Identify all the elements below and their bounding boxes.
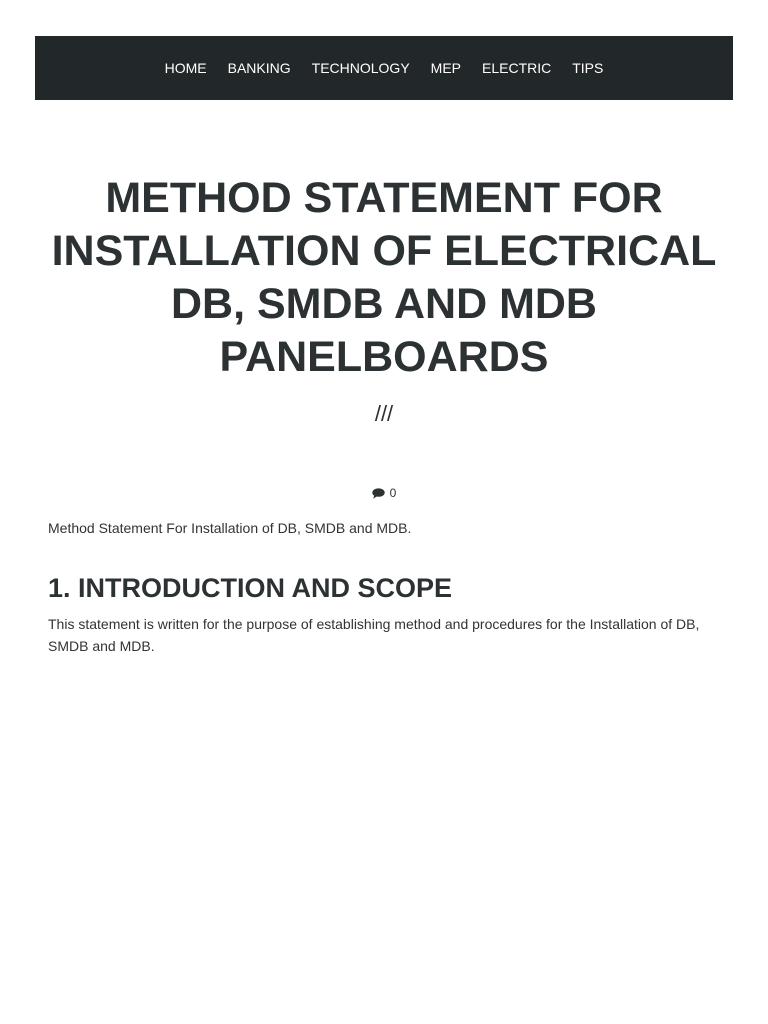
nav-link-mep[interactable]: MEP	[430, 60, 461, 76]
nav-item-technology	[301, 36, 420, 100]
nav-item-banking	[217, 36, 301, 100]
title-separator: ///	[374, 401, 394, 426]
nav-item-electric	[472, 36, 562, 100]
article-intro: Method Statement For Installation of DB, SMDB and MDB.	[48, 520, 412, 536]
page-title: METHOD STATEMENT FOR INSTALLATION OF ELECTRICAL DB, SMDB AND MDB PANELBOARDS	[51, 174, 717, 381]
nav-link-tips[interactable]: TIPS	[572, 60, 604, 76]
comment-icon	[372, 488, 385, 499]
nav-item-home	[154, 36, 217, 100]
nav-item-tips	[562, 36, 614, 100]
section-heading-introduction: 1. INTRODUCTION AND SCOPE	[48, 573, 453, 603]
main-navigation	[35, 36, 733, 100]
nav-link-home[interactable]: HOME	[164, 60, 207, 76]
comment-count-link[interactable]	[0, 486, 768, 500]
comment-count: 0	[389, 486, 397, 500]
nav-link-technology[interactable]: TECHNOLOGY	[311, 60, 410, 76]
section-paragraph-introduction: This statement is written for the purpose of establishing method and procedures for the Installation of DB, SMDB and MDB.	[48, 616, 700, 654]
nav-link-electric[interactable]: ELECTRIC	[482, 60, 552, 76]
nav-menu	[154, 36, 614, 100]
nav-link-banking[interactable]: BANKING	[227, 60, 291, 76]
nav-item-mep	[420, 36, 471, 100]
article-header	[40, 172, 728, 384]
